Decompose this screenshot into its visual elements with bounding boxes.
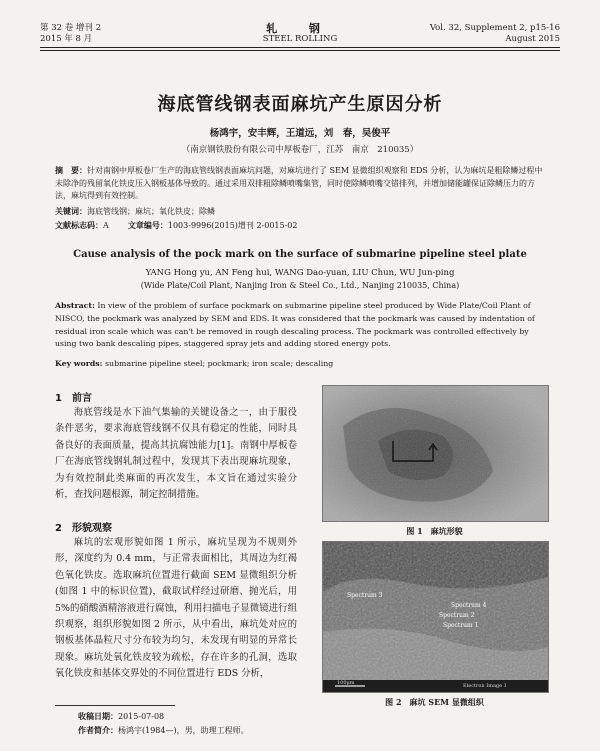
- received-value: 2015-07-08: [118, 712, 165, 721]
- keywords-en-label: Key words:: [55, 359, 103, 368]
- classification-line: [55, 219, 547, 233]
- article-no-label: 文章编号：: [127, 220, 168, 230]
- keywords-cn: [55, 205, 547, 219]
- keywords-en-text: submarine pipeline steel; pockmark; iron scale; descaling: [105, 359, 334, 368]
- header-rule-thin: [40, 50, 560, 51]
- keywords-en: [55, 358, 547, 371]
- issue-month: August 2015: [505, 34, 560, 44]
- header-rule: [40, 47, 560, 48]
- abstract-en: [55, 300, 547, 351]
- figure-2-caption: 图 2 麻坑 SEM 显微组织: [385, 697, 484, 707]
- volume-pages: Vol. 32, Supplement 2, p15-16: [429, 23, 560, 33]
- figure-1-photo: [322, 385, 549, 522]
- keywords-cn-text: 海底管线钢；麻坑；氧化铁皮；除鳞: [87, 207, 215, 216]
- affiliation-cn: （南京钢铁股份有限公司中厚板卷厂，江苏 南京 210035）: [181, 145, 419, 155]
- electron-image-label: Electron Image 1: [463, 683, 507, 689]
- authors-en: YANG Hong yu, AN Feng hui, WANG Dao-yuan, LIU Chun, WU Jun-ping: [145, 268, 455, 278]
- received-label: 收稿日期：: [78, 711, 118, 721]
- author-bio-value: 杨鸿宇(1984—)，男，助理工程师。: [118, 726, 249, 735]
- abstract-cn-text: 针对南钢中厚板卷厂生产的海底管线钢表面麻坑问题，对麻坑进行了 SEM 显微组织观察和 EDS 分析，认为麻坑是粗除鳞过程中未除净的残留氧化铁皮压入钢板基体导致的。通过采用双排粗除鳞喷嘴集管，同时使除鳞喷嘴交错排列，并增加储能罐保证除鳞压力的方法，麻坑得到有效控制。: [55, 166, 543, 200]
- author-bio: [78, 724, 249, 737]
- figure-2-sem: [322, 541, 549, 693]
- section-1-body: [55, 405, 297, 503]
- volume-issue: 第 32 卷 增刊 2: [40, 23, 102, 33]
- section-1-text: 海底管线是水下油气集输的关键设备之一，由于服役条件恶劣，要求海底管线钢不仅具有稳定的性能，同时具备良好的表面质量，提高其抗腐蚀能力[1]。南钢中厚板卷厂在海底管线钢轧制过程中，发现其下表出现麻坑现象，为有效控制此类麻面的再次发生，本文旨在通过实验分析，查找问题根源，制定控制措施。: [55, 407, 297, 501]
- journal-name-cn: 轧 钢: [266, 22, 334, 35]
- sem-micrograph-image: [323, 542, 548, 692]
- author-bio-label: 作者简介：: [78, 725, 118, 735]
- section-2-body: [55, 535, 297, 683]
- pockmark-photo-image: [323, 386, 548, 521]
- received-date: [78, 710, 164, 723]
- article-no-value: 1003-9996(2015)增刊 2-0015-02: [167, 221, 298, 230]
- paper-title-cn: 海底管线钢表面麻坑产生原因分析: [157, 94, 443, 115]
- abstract-cn: [55, 164, 547, 203]
- authors-cn: 杨鸿宇，安丰辉，王道远，刘 春，吴俊平: [209, 128, 391, 139]
- spectrum-2-label: Spectrum 2: [439, 612, 475, 619]
- spectrum-1-label: Spectrum 1: [443, 622, 479, 629]
- abstract-en-label: Abstract:: [55, 301, 95, 310]
- keywords-cn-label: 关键词：: [55, 206, 87, 216]
- section-2-text: 麻坑的宏观形貌如图 1 所示，麻坑呈现为不规则外形，深度约为 0.4 mm，与正常表面相比，其周边为红褐色氧化铁皮。选取麻坑位置进行截面 SEM 显微组织分析(如图 1 中的标识位置)，截取试样经过研磨、抛光后，用 5%的硝酸酒精溶液进行腐蚀，利用扫描电子显微镜进行组织观察，组织形貌如图 2 所示，从中看出，麻坑处对应的钢板基体晶粒尺寸分布较为均匀，未发现有明显的异常长现象。麻坑处氧化铁皮较为疏松，存在许多的孔洞，选取氧化铁皮和基体交界处的不同位置进行 EDS 分析，: [55, 537, 297, 680]
- spectrum-3-label: Spectrum 3: [347, 592, 383, 599]
- journal-name-en: STEEL ROLLING: [262, 34, 338, 44]
- section-2-heading: 2 形貌观察: [55, 523, 112, 534]
- footnote-rule: [55, 705, 175, 706]
- section-1-heading: 1 前言: [55, 393, 92, 404]
- paper-title-en: Cause analysis of the pock mark on the surface of submarine pipeline steel plate: [73, 249, 527, 260]
- clc-label: 文献标志码：: [55, 220, 103, 230]
- spectrum-4-label: Spectrum 4: [451, 602, 487, 609]
- affiliation-en: (Wide Plate/Coil Plant, Nanjing Iron & Steel Co., Ltd., Nanjing 210035, China): [140, 281, 460, 290]
- abstract-cn-label: 摘 要：: [55, 165, 87, 175]
- figure-1-caption: 图 1 麻坑形貌: [406, 526, 463, 536]
- abstract-en-text: In view of the problem of surface pockmark on submarine pipeline steel produced by Wide Plate/Coil Plant of NISCO, the pockmark was analyzed by SEM and EDS. It was considered that the pockmark was caused by indentation of residual iron scale which was can't be removed in rough descaling process. The pockmark was controlled effectively by using two bank descaling pipes, staggered spray jets and adding stored energy pots.: [55, 301, 535, 349]
- journal-citation: [430, 23, 560, 45]
- issue-date: 2015 年 8 月: [40, 34, 93, 44]
- clc-value: A: [103, 221, 109, 230]
- scale-bar-label: 100μm: [337, 680, 355, 686]
